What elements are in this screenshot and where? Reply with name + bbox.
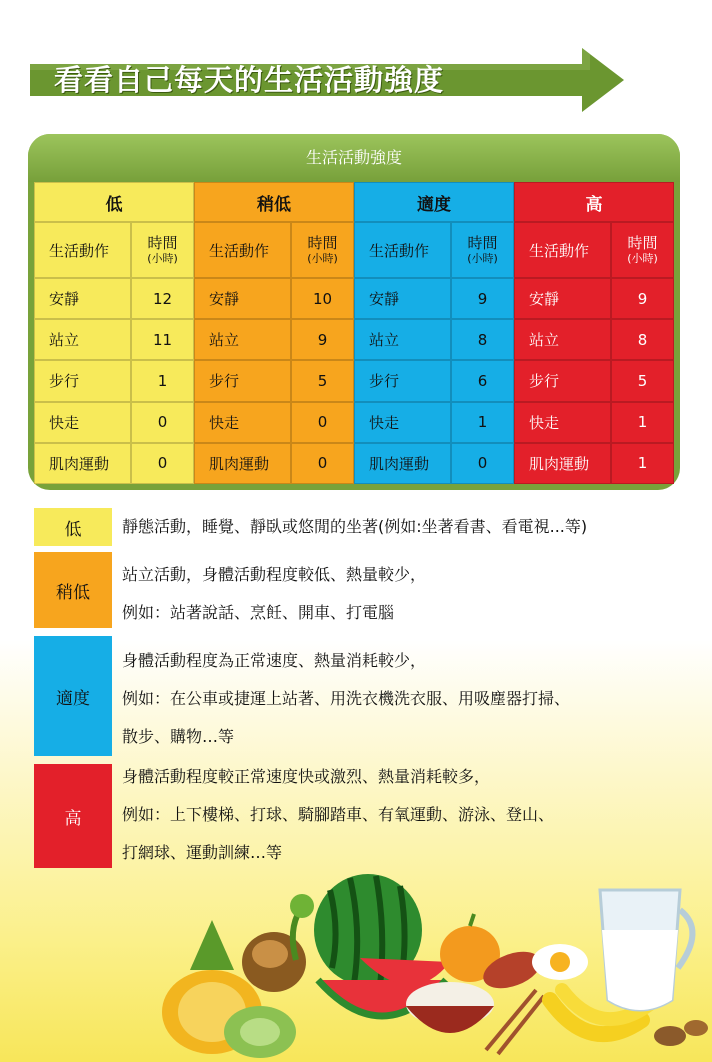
legend-description: 打網球、運動訓練…等 <box>122 843 283 862</box>
legend-row <box>34 508 694 546</box>
table-row <box>34 443 194 484</box>
legend-label: 低 <box>34 508 112 546</box>
table-row <box>354 443 514 484</box>
time-header-unit: (小時) <box>467 252 498 266</box>
activity-name: 站立 <box>354 319 451 360</box>
activity-hours: 6 <box>451 360 514 401</box>
activity-name: 步行 <box>354 360 451 401</box>
level-name: 稍低 <box>194 182 354 222</box>
level-column <box>34 182 194 484</box>
activity-hours: 9 <box>291 319 354 360</box>
activity-name: 快走 <box>514 402 611 443</box>
legend-label: 高 <box>34 764 112 868</box>
activity-hours: 1 <box>131 360 194 401</box>
level-column <box>514 182 674 484</box>
table-row <box>354 402 514 443</box>
level-column <box>194 182 354 484</box>
activity-name: 快走 <box>194 402 291 443</box>
table-row <box>194 319 354 360</box>
activity-hours: 5 <box>611 360 674 401</box>
activity-hours: 5 <box>291 360 354 401</box>
table-header: 生活活動強度 <box>28 134 680 182</box>
activity-hours: 8 <box>451 319 514 360</box>
title-banner <box>30 48 624 112</box>
time-header-unit: (小時) <box>147 252 178 266</box>
activity-hours: 1 <box>611 443 674 484</box>
activity-hours: 0 <box>131 402 194 443</box>
column-headers <box>354 222 514 278</box>
table-grid <box>34 182 674 484</box>
activity-intensity-table <box>28 134 680 490</box>
legend-row <box>34 552 694 628</box>
legend-description: 例如：上下樓梯、打球、騎腳踏車、有氧運動、游泳、登山、 <box>122 805 555 824</box>
activity-header: 生活動作 <box>514 222 611 278</box>
table-row <box>34 402 194 443</box>
activity-name: 步行 <box>194 360 291 401</box>
legend-label: 適度 <box>34 636 112 756</box>
table-row <box>514 443 674 484</box>
activity-hours: 1 <box>451 402 514 443</box>
activity-hours: 0 <box>131 443 194 484</box>
activity-name: 步行 <box>514 360 611 401</box>
activity-name: 步行 <box>34 360 131 401</box>
activity-header: 生活動作 <box>194 222 291 278</box>
table-row <box>194 278 354 319</box>
table-row <box>34 278 194 319</box>
table-row <box>34 360 194 401</box>
column-headers <box>514 222 674 278</box>
activity-name: 安靜 <box>194 278 291 319</box>
page-title: 看看自己每天的生活活動強度 <box>54 63 445 97</box>
table-row <box>354 319 514 360</box>
activity-name: 站立 <box>34 319 131 360</box>
activity-hours: 9 <box>451 278 514 319</box>
table-row <box>354 360 514 401</box>
activity-hours: 8 <box>611 319 674 360</box>
column-headers <box>34 222 194 278</box>
activity-name: 肌肉運動 <box>514 443 611 484</box>
time-header <box>131 222 194 278</box>
table-row <box>194 360 354 401</box>
table-row <box>514 319 674 360</box>
activity-header: 生活動作 <box>354 222 451 278</box>
legend-row <box>34 636 694 756</box>
activity-name: 肌肉運動 <box>354 443 451 484</box>
activity-name: 快走 <box>354 402 451 443</box>
activity-name: 安靜 <box>354 278 451 319</box>
activity-header: 生活動作 <box>34 222 131 278</box>
activity-hours: 0 <box>451 443 514 484</box>
time-header-label: 時間 <box>627 234 658 253</box>
activity-name: 安靜 <box>34 278 131 319</box>
activity-hours: 0 <box>291 402 354 443</box>
activity-name: 站立 <box>194 319 291 360</box>
activity-hours: 9 <box>611 278 674 319</box>
table-row <box>354 278 514 319</box>
legend-label: 稍低 <box>34 552 112 628</box>
legend-description: 身體活動程度為正常速度、熱量消耗較少， <box>122 651 427 670</box>
table-row <box>194 443 354 484</box>
level-name: 低 <box>34 182 194 222</box>
time-header-unit: (小時) <box>627 252 658 266</box>
column-headers <box>194 222 354 278</box>
fruits-and-foods-illustration <box>150 850 712 1062</box>
table-row <box>34 319 194 360</box>
activity-hours: 11 <box>131 319 194 360</box>
legend-description: 站立活動，身體活動程度較低、熱量較少， <box>122 565 427 584</box>
activity-hours: 10 <box>291 278 354 319</box>
legend-description: 靜態活動，睡覺、靜臥或悠閒的坐著(例如:坐著看書、看電視...等) <box>122 517 588 536</box>
level-column <box>354 182 514 484</box>
time-header <box>451 222 514 278</box>
time-header-label: 時間 <box>467 234 498 253</box>
activity-hours: 0 <box>291 443 354 484</box>
time-header-unit: (小時) <box>307 252 338 266</box>
table-row <box>514 360 674 401</box>
table-row <box>514 278 674 319</box>
level-name: 高 <box>514 182 674 222</box>
time-header <box>291 222 354 278</box>
activity-name: 肌肉運動 <box>194 443 291 484</box>
activity-hours: 12 <box>131 278 194 319</box>
activity-name: 快走 <box>34 402 131 443</box>
activity-name: 站立 <box>514 319 611 360</box>
time-header-label: 時間 <box>307 234 338 253</box>
time-header <box>611 222 674 278</box>
time-header-label: 時間 <box>147 234 178 253</box>
legend-description: 身體活動程度較正常速度快或激烈、熱量消耗較多， <box>122 767 491 786</box>
legend-description: 例如：站著說話、烹飪、開車、打電腦 <box>122 603 395 622</box>
legend-description: 散步、購物…等 <box>122 727 235 746</box>
activity-name: 安靜 <box>514 278 611 319</box>
activity-hours: 1 <box>611 402 674 443</box>
level-name: 適度 <box>354 182 514 222</box>
legend-description: 例如：在公車或捷運上站著、用洗衣機洗衣服、用吸塵器打掃、 <box>122 689 571 708</box>
table-row <box>514 402 674 443</box>
activity-name: 肌肉運動 <box>34 443 131 484</box>
table-row <box>194 402 354 443</box>
